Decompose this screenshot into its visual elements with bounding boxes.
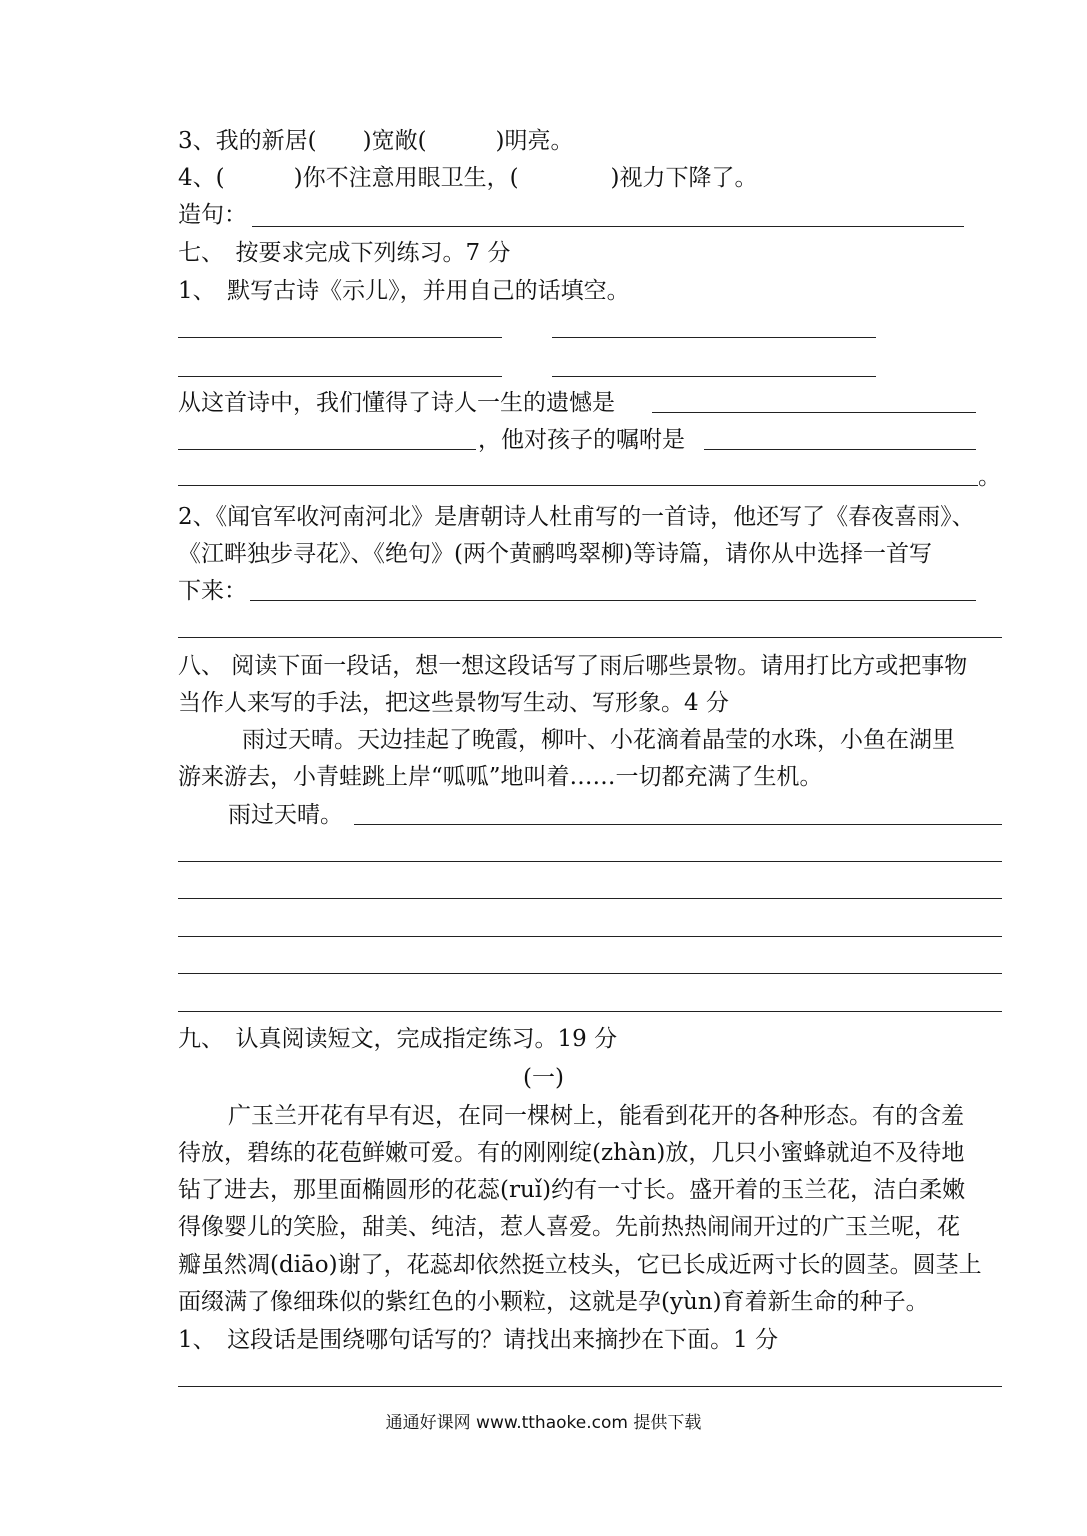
- answer-line: [178, 485, 978, 486]
- reading-line6: 面缀满了像细珠似的紫红色的小颗粒，这就是孕(yùn)育着新生命的种子。: [178, 1289, 929, 1315]
- answer-line: [252, 226, 964, 227]
- reading-line1: 广玉兰开花有早有迟，在同一棵树上，能看到花开的各种形态。有的含羞: [228, 1103, 964, 1129]
- question-7-1-fill-b: ，他对孩子的嘱咐是: [478, 427, 685, 453]
- question-7-2-line2: 《江畔独步寻花》、《绝句》(两个黄鹂鸣翠柳)等诗篇，请你从中选择一首写: [178, 541, 932, 567]
- reading-line2: 待放，碧练的花苞鲜嫩可爱。有的刚刚绽(zhàn)放，几只小蜜蜂就迫不及待地: [178, 1140, 965, 1166]
- question-7-2-line1: 2、《闻官军收河南河北》是唐朝诗人杜甫写的一首诗，他还写了《春夜喜雨》、: [178, 504, 975, 530]
- answer-line: [704, 449, 976, 450]
- poem-line: [552, 376, 876, 377]
- poem-line: [178, 337, 502, 338]
- answer-line: [178, 637, 1002, 638]
- answer-line: [354, 824, 1002, 825]
- reading-line4: 得像婴儿的笑脸，甜美、纯洁，惹人喜爱。先前热热闹闹开过的广玉兰呢，花: [178, 1214, 960, 1240]
- question-6-3: 3、我的新居( )宽敞( )明亮。: [178, 128, 574, 154]
- question-7-2-line3: 下来：: [178, 578, 247, 604]
- sentence-label: 造句：: [178, 202, 247, 228]
- section-9-heading: 九、 认真阅读短文，完成指定练习。19 分: [178, 1026, 618, 1052]
- answer-line: [178, 449, 476, 450]
- section-8-heading-line1: 八、 阅读下面一段话，想一想这段话写了雨后哪些景物。请用打比方或把事物: [178, 653, 968, 679]
- answer-line: [178, 973, 1002, 974]
- poem-line: [552, 337, 876, 338]
- reading-line5: 瓣虽然凋(diāo)谢了，花蕊却依然挺立枝头，它已长成近两寸长的圆茎。圆茎上: [178, 1252, 982, 1278]
- part-1-heading: (一): [523, 1065, 564, 1091]
- question-6-4: 4、( )你不注意用眼卫生，( )视力下降了。: [178, 165, 758, 191]
- question-9-1: 1、 这段话是围绕哪句话写的？请找出来摘抄在下面。1 分: [178, 1327, 779, 1353]
- answer-line: [250, 600, 976, 601]
- page-footer: 通通好课网 www.tthaoke.com 提供下载: [385, 1413, 702, 1433]
- question-7-1-fill-a: 从这首诗中，我们懂得了诗人一生的遗憾是: [178, 390, 615, 416]
- answer-line: [178, 861, 1002, 862]
- question-7-1: 1、 默写古诗《示儿》，并用自己的话填空。: [178, 278, 630, 304]
- passage-8-line1: 雨过天晴。天边挂起了晚霞，柳叶、小花滴着晶莹的水珠，小鱼在湖里: [242, 727, 955, 753]
- section-7-heading: 七、 按要求完成下列练习。7 分: [178, 240, 511, 266]
- poem-line: [178, 376, 502, 377]
- answer-line: [178, 898, 1002, 899]
- answer-line: [178, 936, 1002, 937]
- reading-line3: 钻了进去，那里面椭圆形的花蕊(ruǐ)约有一寸长。盛开着的玉兰花，洁白柔嫩: [178, 1177, 966, 1203]
- passage-8-line2: 游来游去，小青蛙跳上岸“呱呱”地叫着……一切都充满了生机。: [178, 764, 823, 790]
- passage-8-prompt: 雨过天晴。: [228, 802, 343, 828]
- answer-line: [652, 412, 976, 413]
- answer-line: [178, 1386, 1002, 1387]
- answer-line: [178, 1011, 1002, 1012]
- period-mark: 。: [978, 464, 1001, 490]
- section-8-heading-line2: 当作人来写的手法，把这些景物写生动、写形象。4 分: [178, 690, 729, 716]
